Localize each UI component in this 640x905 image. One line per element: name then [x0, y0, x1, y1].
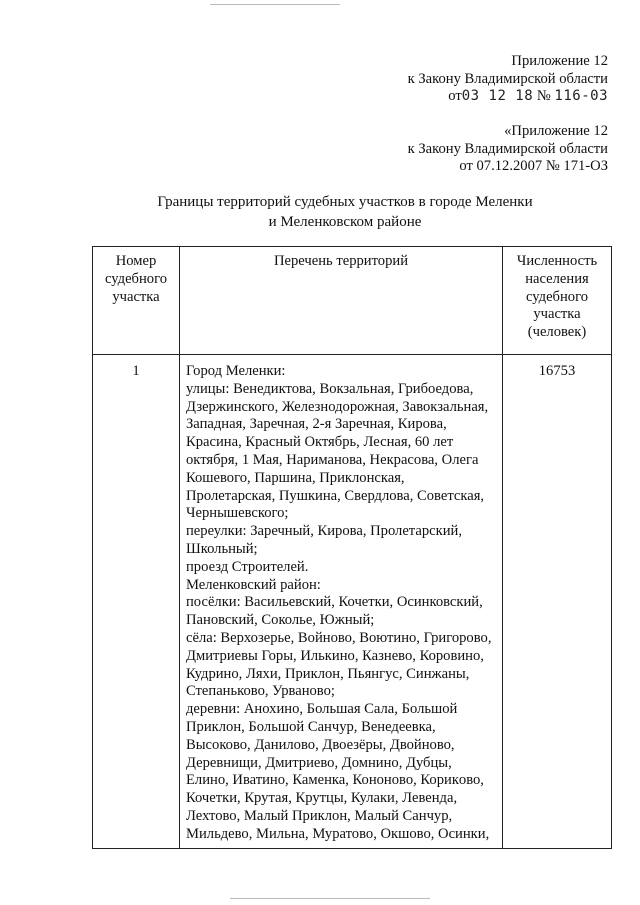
territory-line: посёлки: Васильевский, Кочетки, Осинковский, [186, 594, 483, 611]
territory-line: Степаньково, Урваново; [186, 683, 335, 700]
territory-line: октября, 1 Мая, Нариманова, Некрасова, Олега [186, 451, 479, 468]
original-appendix-label: «Приложение 12 [504, 123, 608, 139]
territory-line: Красина, Красный Октябрь, Лесная, 60 лет [186, 434, 454, 451]
territory-line: деревни: Анохино, Большая Сала, Большой [186, 701, 458, 718]
territory-line: Высоково, Данилово, Двоезёры, Двойново, [186, 736, 455, 753]
territory-list-cell [180, 354, 503, 848]
handwritten-number: 116-03 [554, 88, 608, 104]
scan-mark-top [210, 4, 340, 5]
scan-mark-bottom [230, 898, 430, 899]
territory-line: Кудрино, Ляхи, Приклон, Пьянгус, Синжаны, [186, 665, 470, 682]
title-line-1: Границы территорий судебных участков в городе Меленки [157, 194, 533, 210]
territory-line: Пановский, Соколье, Южный; [186, 612, 375, 629]
header-population: Численность населения судебного участка (человек) [503, 247, 612, 355]
court-districts-table [92, 246, 612, 849]
population-cell: 16753 [503, 354, 612, 848]
header-territory-list: Перечень территорий [180, 247, 503, 355]
territory-line: Школьный; [186, 540, 258, 557]
header-law-label: к Закону Владимирской области [407, 70, 608, 87]
original-law-date: от 07.12.2007 № 171-ОЗ [459, 158, 608, 174]
territory-line: переулки: Заречный, Кирова, Пролетарский, [186, 523, 462, 540]
document-title [90, 192, 600, 232]
territory-line: Город Меленки: [186, 362, 286, 379]
table-row [93, 354, 612, 848]
territory-line: Кочетки, Крутая, Крутцы, Кулаки, Левенда, [186, 790, 458, 807]
territory-line: Дмитриевы Горы, Илькино, Казнево, Коровино, [186, 647, 484, 664]
original-appendix-header [408, 123, 608, 176]
territory-line: Приклон, Большой Санчур, Венедеевка, [186, 718, 436, 735]
territory-line: Меленковский район: [186, 576, 321, 593]
handwritten-date: 03 12 18 [461, 88, 534, 104]
original-law-label: к Закону Владимирской области [407, 140, 608, 157]
territory-line: проезд Строителей. [186, 558, 309, 575]
territory-line: Елино, Иватино, Каменка, Кононово, Корикoво, [186, 772, 484, 789]
header-date-number-line: от03 12 18 № 116-03 [448, 88, 608, 104]
district-number-cell: 1 [93, 354, 180, 848]
title-line-2: и Меленковском районе [268, 214, 422, 230]
territory-line: Дзержинского, Железнодорожная, Завокзальная, [186, 398, 489, 415]
territory-line: Кошевого, Паршина, Приклонская, [186, 469, 405, 486]
header-district-number: Номер судебного участка [93, 247, 180, 355]
territory-line: сёла: Верхозерье, Войново, Воютино, Григорово, [186, 629, 492, 646]
territory-line: Деревнищи, Дмитриево, Домнино, Дубцы, [186, 754, 452, 771]
territory-line: улицы: Венедиктова, Вокзальная, Грибоедова, [186, 380, 474, 397]
header-appendix-label: Приложение 12 [511, 53, 608, 69]
amendment-header [408, 53, 608, 106]
territory-line: Мильдево, Мильна, Муратово, Окшово, Осинки, [186, 825, 490, 842]
territory-line: Лехтово, Малый Приклон, Малый Санчур, [186, 807, 453, 824]
territory-line: Западная, Заречная, 2-я Заречная, Кирова, [186, 416, 447, 433]
territory-line: Чернышевского; [186, 505, 289, 522]
territory-line: Пролетарская, Пушкина, Свердлова, Советская, [186, 487, 485, 504]
table-header-row [93, 247, 612, 355]
